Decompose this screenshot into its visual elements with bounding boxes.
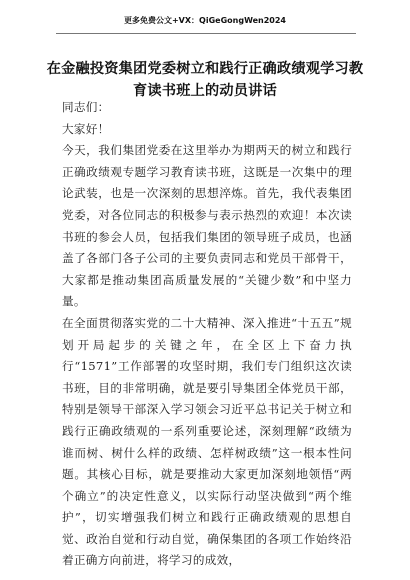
document-title: 在金融投资集团党委树立和践行正确政绩观学习教育读书班上的动员讲话 — [46, 61, 364, 99]
body-paragraph: 今天，我们集团党委在这里举办为期两天的树立和践行正确政绩观专题学习教育读书班，这既是一次集中的理论武装，也是一次深刻的思想淬炼。首先，我代表集团党委，对各位同志的积极参与表示热烈的欢迎！本次读书班的参会人员，包括我们集团的领导班子成员，也涵盖了各部门各子公司的主要负责同志和党员干部骨干，大家都是推动集团高质量发展的“关键少数”和中坚力量。 — [62, 143, 352, 309]
header-divider — [56, 33, 356, 34]
body-paragraph: 在全面贯彻落实党的二十大精神、深入推进“十五五”规划开局起步的关键之年，在全区上下奋力执行“1571”工作部署的攻坚时期，我们专门组织这次读书班，目的非常明确，就是要引导集团全体党员干部，特别是领导干部深入学习领会习近平总书记关于树立和践行正确政绩观的一系列重要论述，深刻理解“政绩为谁而树、树什么样的政绩、怎样树政绩”这一根本性问题。其核心目标，就是要推动大家更加深刻地领悟“两个确立”的决定性意义，以实际行动坚决做到“两个维护”，切实增强我们树立和践行正确政绩观的思想自觉、政治自觉和行动自觉，确保集团的各项工作始终沿着正确方向前进，将学习的成效， — [62, 315, 352, 568]
document-body — [62, 97, 352, 572]
salutation: 同志们： — [62, 100, 110, 114]
page-header: 更多免费公文+VX：QiGeGongWen2024 — [123, 16, 286, 25]
greeting: 大家好！ — [62, 121, 110, 136]
